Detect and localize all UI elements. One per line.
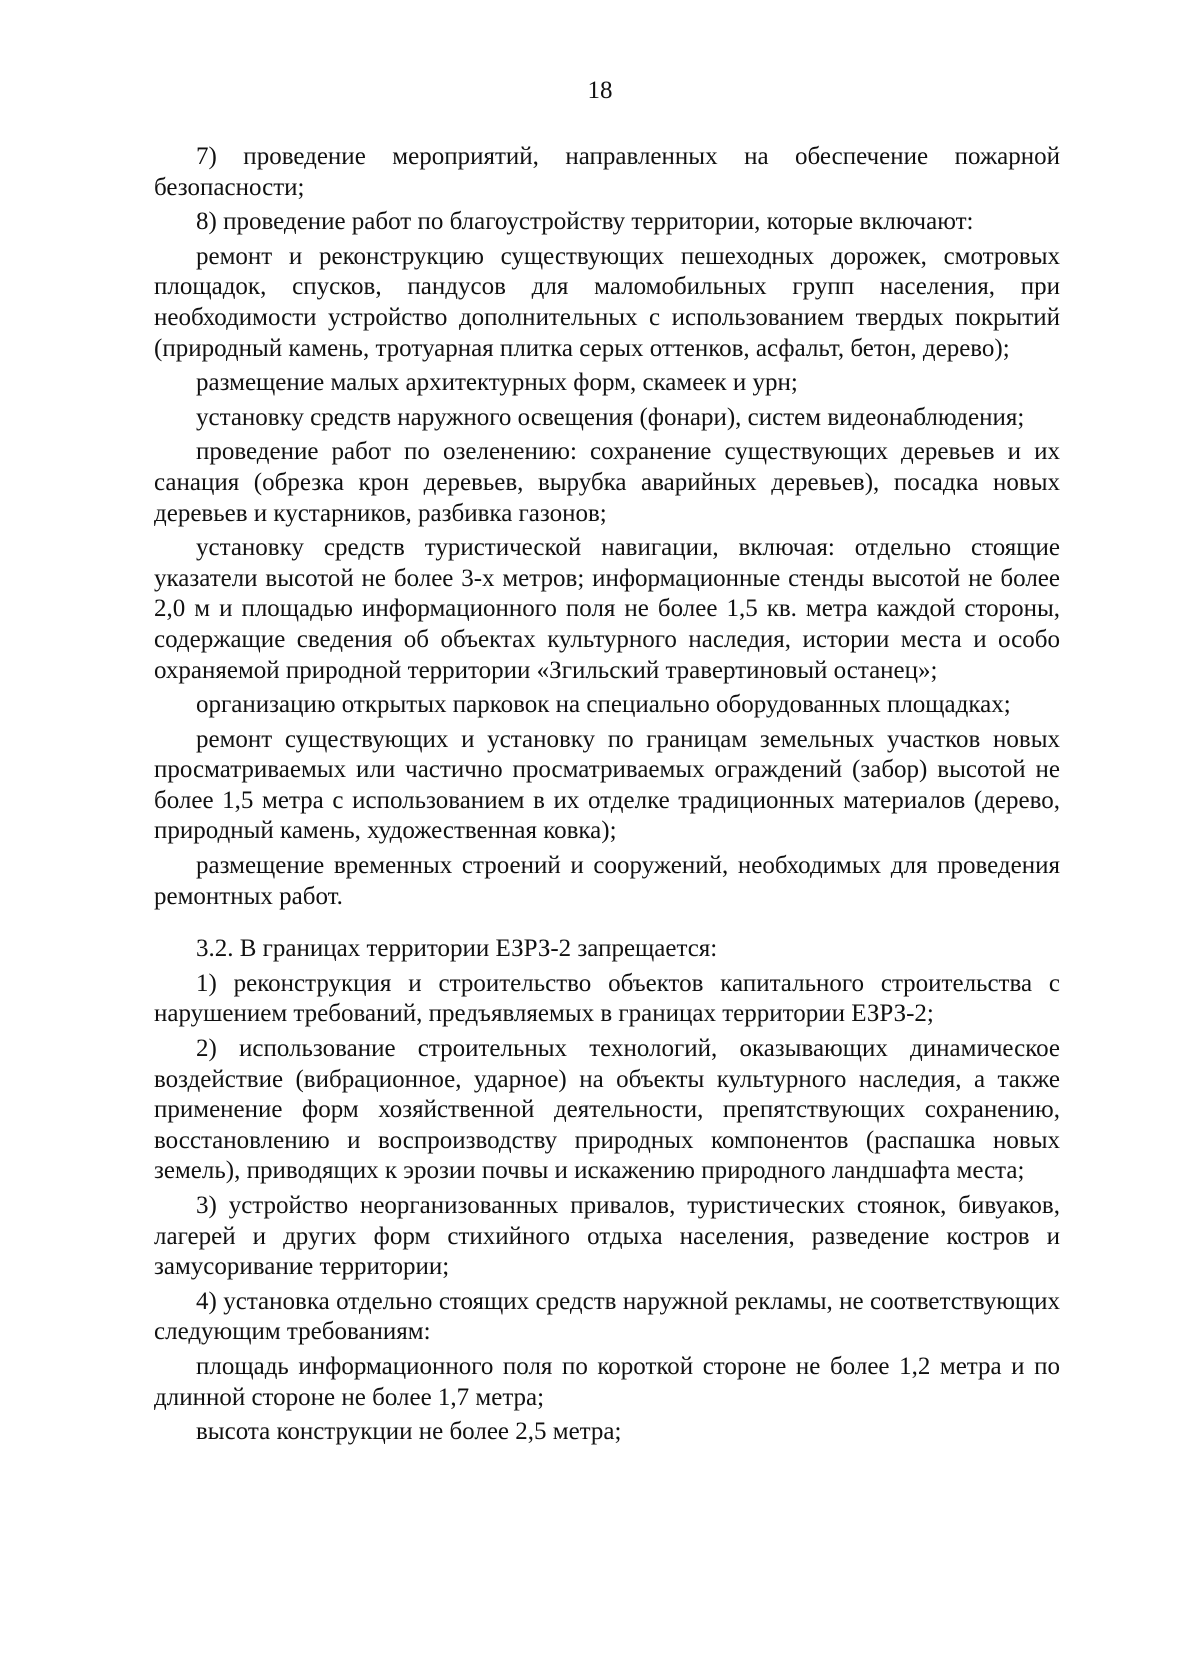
paragraph-prohibition-1: 1) реконструкция и строительство объектов капитального строительства с нарушением требований, предъявляемых в границах территории ЕЗРЗ-2;	[154, 969, 1060, 1028]
paragraph-lighting: установку средств наружного освещения (фонари), систем видеонаблюдения;	[196, 403, 1025, 431]
section-heading-3-2: 3.2. В границах территории ЕЗРЗ-2 запрещается:	[196, 935, 718, 963]
paragraph-prohibition-2: 2) использование строительных технологий, оказывающих динамическое воздействие (вибрационное, ударное) на объекты культурного наследия, а также применение форм хозяйственной деятельности, препятствующих сохранению, восстановлению и воспроизводству природных компонентов (распашка новых земель), приводящих к эрозии почвы и искажению природного ландшафта места;	[154, 1035, 1060, 1185]
paragraph-temporary-structures: размещение временных строений и сооружений, необходимых для проведения ремонтных работ.	[154, 852, 1060, 910]
paragraph-ad-height: высота конструкции не более 2,5 метра;	[196, 1418, 622, 1446]
paragraph-prohibition-4: 4) установка отдельно стоящих средств наружной рекламы, не соответствующих следующим требованиям:	[154, 1287, 1060, 1346]
page-number: 18	[587, 77, 613, 104]
paragraph-prohibition-3: 3) устройство неорганизованных привалов, туристических стоянок, бивуаков, лагерей и других форм стихийного отдыха населения, разведение костров и замусоривание территории;	[154, 1192, 1060, 1281]
paragraph-small-forms: размещение малых архитектурных форм, скамеек и урн;	[196, 369, 798, 397]
paragraph-item-8: 8) проведение работ по благоустройству территории, которые включают:	[196, 208, 974, 236]
paragraph-navigation: установку средств туристической навигации, включая: отдельно стоящие указатели высотой не более 3-х метров; информационные стенды высотой не более 2,0 м и площадью информационного поля не более 1,5 кв. метра каждой стороны, содержащие сведения об объектах культурного наследия, истории места и особо охраняемой природной территории «Згильский травертиновый останец»;	[154, 534, 1060, 684]
document-body	[154, 142, 1060, 1452]
paragraph-parking: организацию открытых парковок на специально оборудованных площадках;	[196, 691, 1011, 719]
paragraph-fences: ремонт существующих и установку по границам земельных участков новых просматриваемых или частично просматриваемых ограждений (забор) высотой не более 1,5 метра с использованием в их отделке традиционных материалов (дерево, природный камень, художественная ковка);	[154, 725, 1060, 845]
paragraph-landscaping: проведение работ по озеленению: сохранение существующих деревьев и их санация (обрезка крон деревьев, вырубка аварийных деревьев), посадка новых деревьев и кустарников, разбивка газонов;	[154, 438, 1060, 527]
paragraph-item-7: 7) проведение мероприятий, направленных на обеспечение пожарной безопасности;	[154, 143, 1060, 201]
paragraph-ad-area: площадь информационного поля по короткой стороне не более 1,2 метра и по длинной стороне не более 1,7 метра;	[154, 1352, 1060, 1411]
paragraph-repair-paths: ремонт и реконструкцию существующих пешеходных дорожек, смотровых площадок, спусков, пандусов для маломобильных групп населения, при необходимости устройство дополнительных с использованием твердых покрытий (природный камень, тротуарная плитка серых оттенков, асфальт, бетон, дерево);	[154, 242, 1060, 362]
